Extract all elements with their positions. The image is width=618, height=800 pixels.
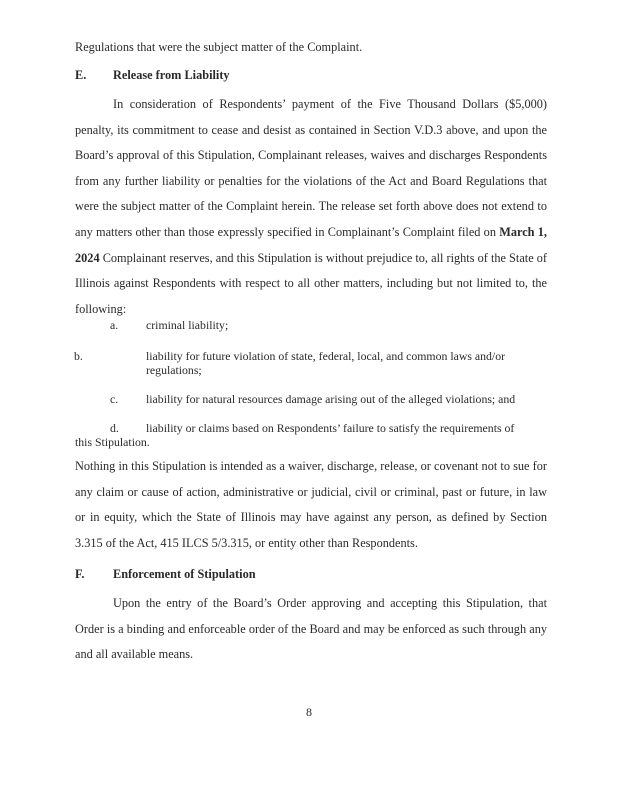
- list-item-d: [75, 421, 550, 449]
- list-marker: a.: [110, 318, 119, 332]
- release-paragraph-part1: In consideration of Respondents’ payment of the Five Thousand Dollars ($5,000) penalty, its commitment to cease and desist as contained in Section V.D.3 above, and upon the Board’s approval of this Stipulation, Complainant releases, waives and discharges Respondents from any further liability or penalties for the violations of the Act and Board Regulations that were the subject matter of the Complaint herein. The release set forth above does not extend to any matters other than those expressly specified in Complainant’s Complaint filed on: [75, 97, 547, 239]
- top-line: Regulations that were the subject matter of the Complaint.: [75, 40, 363, 54]
- section-e-letter: E.: [75, 68, 87, 82]
- list-item-text-line1: liability or claims based on Respondents’ failure to satisfy the requirements of: [146, 421, 515, 435]
- section-f-heading: [75, 567, 256, 582]
- section-f-letter: F.: [75, 567, 85, 581]
- release-paragraph-part2: Complainant reserves, and this Stipulation is without prejudice to, all rights of the State of Illinois against Respondents with respect to all other matters, including but not limited to, the following:: [75, 250, 547, 316]
- list-item-a: [110, 318, 550, 332]
- list-marker: c.: [110, 392, 119, 406]
- list-item-text-line2: this Stipulation.: [75, 435, 150, 449]
- list-item-text: liability for natural resources damage arising out of the alleged violations; and: [146, 392, 516, 406]
- release-paragraph: [75, 92, 547, 322]
- section-e-title: Release from Liability: [113, 68, 230, 82]
- list-marker: d.: [110, 421, 119, 435]
- complaint-filed-date: March 1, 2024: [75, 224, 547, 265]
- section-e-heading: [75, 68, 230, 83]
- enforcement-paragraph: Upon the entry of the Board’s Order approving and accepting this Stipulation, that Order is a binding and enforceable order of the Board and may be enforced as such through any and all available means.: [75, 596, 547, 662]
- list-marker: b.: [74, 349, 83, 363]
- waiver-paragraph: Nothing in this Stipulation is intended as a waiver, discharge, release, or covenant not to sue for any claim or cause of action, administrative or judicial, civil or criminal, past or future, in law or in equity, which the State of Illinois may have against any person, as defined by Section 3.315 of the Act, 415 ILCS 5/3.315, or entity other than Respondents.: [75, 459, 547, 550]
- list-item-text: liability for future violation of state, federal, local, and common laws and/or regulations;: [146, 349, 506, 377]
- section-f-title: Enforcement of Stipulation: [113, 567, 256, 581]
- page-number: 8: [306, 705, 312, 719]
- list-item-c: [110, 392, 550, 406]
- list-item-text: criminal liability;: [146, 318, 229, 332]
- list-item-b: [74, 349, 550, 377]
